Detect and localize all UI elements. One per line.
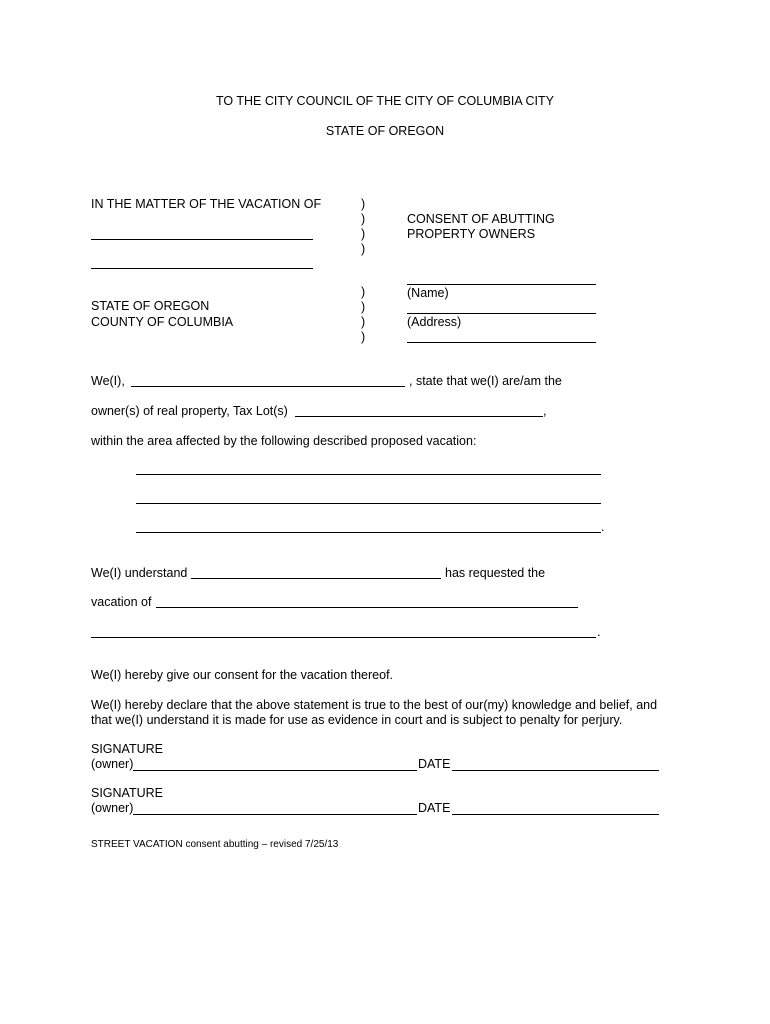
page-title: TO THE CITY COUNCIL OF THE CITY OF COLUMBIA CITY bbox=[215, 94, 554, 108]
area-text: within the area affected by the following described proposed vacation: bbox=[91, 434, 477, 448]
consent-title-line2: PROPERTY OWNERS bbox=[407, 227, 536, 241]
description-line-3[interactable] bbox=[136, 532, 601, 533]
understand-suffix: has requested the bbox=[445, 566, 546, 580]
address-label: (Address) bbox=[407, 315, 462, 329]
vacation-of-blank-2[interactable] bbox=[91, 637, 596, 638]
page-subtitle: STATE OF OREGON bbox=[325, 124, 445, 138]
requester-blank[interactable] bbox=[191, 578, 441, 579]
paren: ) bbox=[361, 227, 366, 241]
declare-line-2: that we(I) understand it is made for use as evidence in court and is subject to penalty for perjury. bbox=[91, 713, 623, 727]
matter-label: IN THE MATTER OF THE VACATION OF bbox=[91, 197, 322, 211]
date-label: DATE bbox=[418, 801, 451, 815]
matter-blank-1[interactable] bbox=[91, 239, 313, 240]
paren: ) bbox=[361, 300, 366, 314]
venue-state: STATE OF OREGON bbox=[91, 299, 210, 313]
paren: ) bbox=[361, 330, 366, 344]
owner-name-blank[interactable] bbox=[131, 386, 405, 387]
description-line-2[interactable] bbox=[136, 503, 601, 504]
paren: ) bbox=[361, 285, 366, 299]
paren: ) bbox=[361, 212, 366, 226]
period: . bbox=[597, 625, 601, 639]
owner-label: (owner) bbox=[91, 757, 134, 771]
paren: ) bbox=[361, 242, 366, 256]
owners-prefix: owner(s) of real property, Tax Lot(s) bbox=[91, 404, 288, 418]
name-label: (Name) bbox=[407, 286, 449, 300]
matter-blank-2[interactable] bbox=[91, 268, 313, 269]
signature-label: SIGNATURE bbox=[91, 742, 163, 756]
name-blank[interactable] bbox=[407, 284, 596, 285]
description-line-1[interactable] bbox=[136, 474, 601, 475]
signature-label: SIGNATURE bbox=[91, 786, 163, 800]
vacation-of-label: vacation of bbox=[91, 595, 152, 609]
paren: ) bbox=[361, 315, 366, 329]
signature-blank-1[interactable] bbox=[133, 770, 417, 771]
paren: ) bbox=[361, 197, 366, 211]
period: . bbox=[601, 520, 605, 534]
comma: , bbox=[543, 404, 547, 418]
venue-county: COUNTY OF COLUMBIA bbox=[91, 315, 234, 329]
date-blank-2[interactable] bbox=[452, 814, 659, 815]
signature-blank-2[interactable] bbox=[133, 814, 417, 815]
address-blank[interactable] bbox=[407, 313, 596, 314]
consent-text: We(I) hereby give our consent for the vacation thereof. bbox=[91, 668, 394, 682]
date-label: DATE bbox=[418, 757, 451, 771]
tax-lot-blank[interactable] bbox=[295, 416, 543, 417]
understand-prefix: We(I) understand bbox=[91, 566, 188, 580]
consent-title-line1: CONSENT OF ABUTTING bbox=[407, 212, 555, 226]
revision-footer: STREET VACATION consent abutting – revised 7/25/13 bbox=[91, 839, 339, 850]
owner-label: (owner) bbox=[91, 801, 134, 815]
address-blank-2[interactable] bbox=[407, 342, 596, 343]
declare-line-1: We(I) hereby declare that the above statement is true to the best of our(my) knowledge and belief, and bbox=[91, 698, 658, 712]
we-prefix: We(I), bbox=[91, 374, 125, 388]
date-blank-1[interactable] bbox=[452, 770, 659, 771]
we-suffix: , state that we(I) are/am the bbox=[409, 374, 562, 388]
vacation-of-blank[interactable] bbox=[156, 607, 578, 608]
